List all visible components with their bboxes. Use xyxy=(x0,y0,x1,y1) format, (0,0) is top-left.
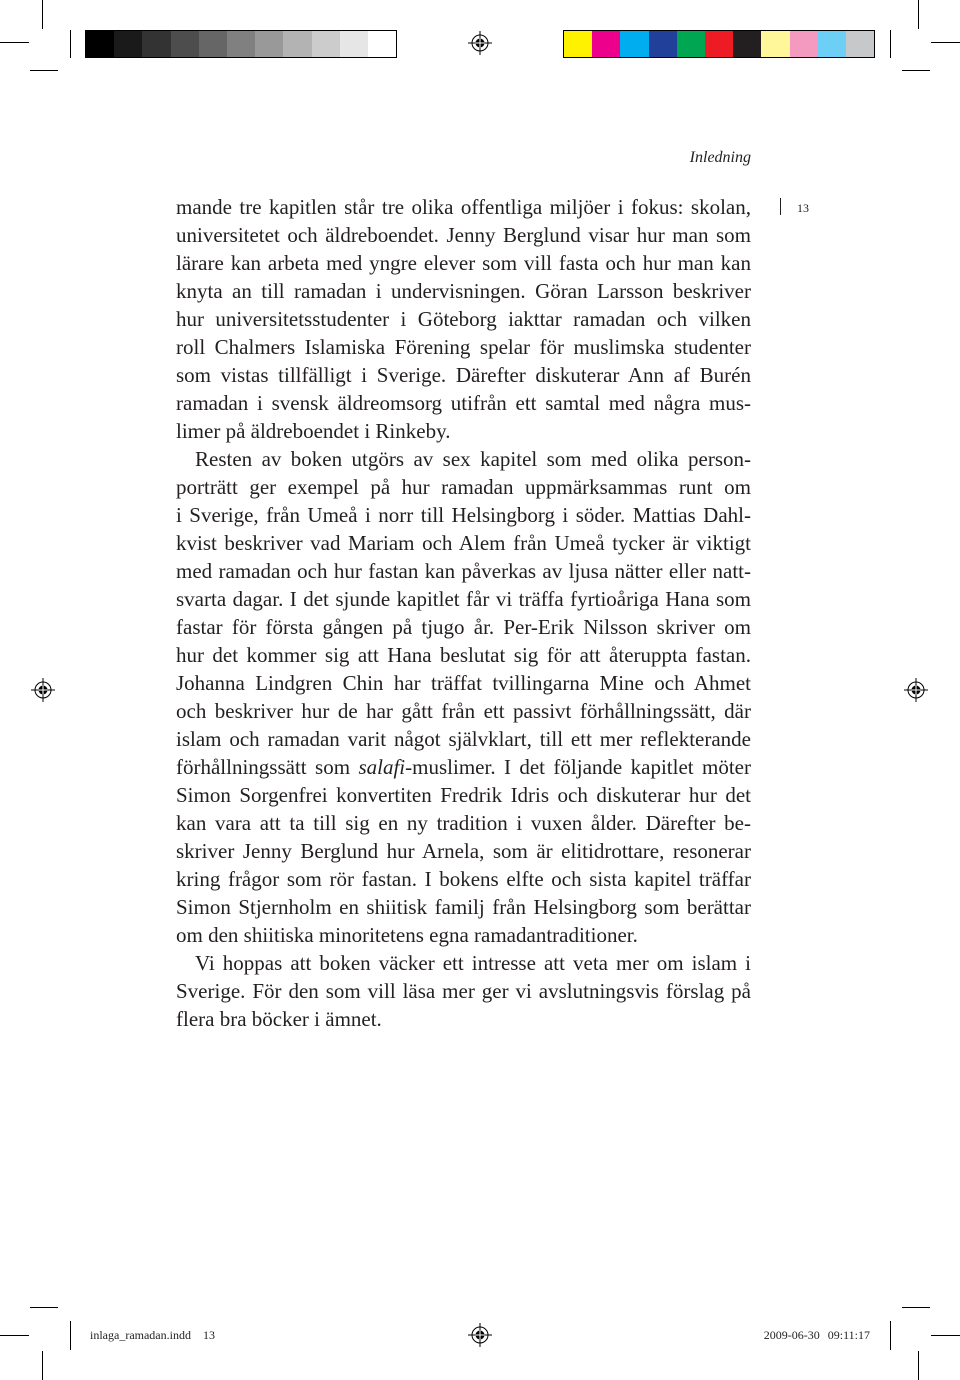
registration-mark-icon xyxy=(903,677,929,703)
color-swatch xyxy=(818,31,846,57)
color-swatch xyxy=(114,31,142,57)
text-line: som vistas tillfälligt i Sverige. Därefter diskuterar Ann af Burén xyxy=(176,363,751,387)
color-swatch xyxy=(86,31,114,57)
registration-mark-icon xyxy=(467,30,493,56)
slug-time: 09:11:17 xyxy=(827,1328,870,1342)
text-line: limer på äldreboendet i Rinkeby. xyxy=(176,419,451,443)
slug-date: 2009-06-30 xyxy=(763,1328,820,1342)
text-line: fastar för första gången på tjugo år. Per-Erik Nilsson skriver om xyxy=(176,615,751,639)
crop-mark xyxy=(931,42,960,43)
grayscale-color-bar xyxy=(85,30,397,58)
bleed-mark xyxy=(902,70,930,71)
running-head: Inledning xyxy=(689,149,751,166)
bleed-mark xyxy=(30,70,58,71)
text-line: mande tre kapitlen står tre olika offentliga miljöer i fokus: skolan, xyxy=(176,195,751,219)
registration-mark-icon xyxy=(30,677,56,703)
color-swatch xyxy=(677,31,705,57)
color-swatch xyxy=(733,31,761,57)
text-line: hur det kommer sig att Hana beslutat sig för att återuppta fastan. xyxy=(176,643,751,667)
text-line: med ramadan och hur fastan kan påverkas av ljusa nätter eller natt- xyxy=(176,559,751,583)
color-swatch xyxy=(564,31,592,57)
color-swatch xyxy=(790,31,818,57)
text-line: Johanna Lindgren Chin har träffat tvillingarna Mine och Ahmet xyxy=(176,671,751,695)
process-color-bar xyxy=(563,30,875,58)
text-line: lärare kan arbeta med yngre elever som vill fasta och hur man kan xyxy=(176,251,751,275)
paragraph xyxy=(176,445,751,949)
text-line: skriver Jenny Berglund hur Arnela, som är elitidrottare, resonerar xyxy=(176,839,751,863)
text-line: Vi hoppas att boken väcker ett intresse att veta mer om islam i xyxy=(195,951,751,975)
text-segment: -muslimer. I det följande kapitlet möter xyxy=(405,755,751,779)
text-line: Resten av boken utgörs av sex kapitel som med olika person- xyxy=(195,447,751,471)
crop-mark xyxy=(918,1351,919,1380)
bleed-mark xyxy=(902,1307,930,1308)
text-line: porträtt ger exempel på hur ramadan uppmärksammas runt om xyxy=(176,475,751,499)
text-line: Simon Sorgenfrei konvertiten Fredrik Idris och diskuterar hur det xyxy=(176,783,751,807)
text-line: Sverige. För den som vill läsa mer ger vi avslutningsvis förslag på xyxy=(176,979,751,1003)
slug-page: 13 xyxy=(202,1328,215,1342)
crop-mark xyxy=(42,0,43,29)
text-line: om den shiitiska minoritetens egna ramadantraditioner. xyxy=(176,923,638,947)
crop-mark xyxy=(931,1335,960,1336)
registration-mark-icon xyxy=(467,1322,493,1348)
color-swatch xyxy=(592,31,620,57)
text-line: roll Chalmers Islamiska Förening spelar för muslimska studenter xyxy=(176,335,751,359)
bleed-mark xyxy=(30,1307,58,1308)
text-line: islam och ramadan varit något självklart, till ett mer reflekterande xyxy=(176,727,751,751)
crop-mark xyxy=(0,42,29,43)
italic-term: salafi xyxy=(358,755,406,779)
text-line: kan vara att ta till sig en ny tradition i vuxen ålder. Därefter be- xyxy=(176,811,751,835)
color-swatch xyxy=(761,31,789,57)
color-swatch xyxy=(171,31,199,57)
color-swatch xyxy=(142,31,170,57)
bleed-mark xyxy=(890,30,891,58)
text-line: knyta an till ramadan i undervisningen. Göran Larsson beskriver xyxy=(176,279,751,303)
slug-file-info xyxy=(90,1327,215,1343)
color-swatch xyxy=(705,31,733,57)
bleed-mark xyxy=(70,1321,71,1350)
slug-file-name: inlaga_ramadan.indd xyxy=(90,1328,191,1342)
text-segment: förhållningssätt som xyxy=(176,755,359,779)
text-line: kvist beskriver vad Mariam och Alem från Umeå tycker är viktigt xyxy=(176,531,751,555)
color-swatch xyxy=(340,31,368,57)
color-swatch xyxy=(846,31,874,57)
color-swatch xyxy=(255,31,283,57)
crop-mark xyxy=(918,0,919,29)
text-line: kring frågor som rör fastan. I bokens elfte och sista kapitel träffar xyxy=(176,867,751,891)
text-line: universitetet och äldreboendet. Jenny Berglund visar hur man som xyxy=(176,223,751,247)
crop-mark xyxy=(42,1351,43,1380)
bleed-mark xyxy=(70,30,71,58)
text-line: ramadan i svensk äldreomsorg utifrån ett samtal med några mus- xyxy=(176,391,751,415)
color-swatch xyxy=(368,31,396,57)
paragraph xyxy=(176,949,751,1033)
color-swatch xyxy=(312,31,340,57)
text-line: hur universitetsstudenter i Göteborg iakttar ramadan och vilken xyxy=(176,307,751,331)
color-swatch xyxy=(620,31,648,57)
text-line: svarta dagar. I det sjunde kapitlet får vi träffa fyrtioåriga Hana som xyxy=(176,587,751,611)
paragraph xyxy=(176,193,751,445)
color-swatch xyxy=(227,31,255,57)
color-swatch xyxy=(649,31,677,57)
crop-mark xyxy=(0,1335,29,1336)
color-swatch xyxy=(199,31,227,57)
text-line: Simon Stjernholm en shiitisk familj från Helsingborg som berättar xyxy=(176,895,751,919)
color-swatch xyxy=(283,31,311,57)
body-text xyxy=(176,193,751,1033)
bleed-mark xyxy=(890,1321,891,1350)
text-line: och beskriver hur de har gått från ett passivt förhållningssätt, där xyxy=(176,699,751,723)
page-number: 13 xyxy=(797,201,809,215)
text-line: flera bra böcker i ämnet. xyxy=(176,1007,382,1031)
folio-rule xyxy=(780,198,781,215)
text-line: i Sverige, från Umeå i norr till Helsingborg i söder. Mattias Dahl- xyxy=(176,503,751,527)
slug-timestamp xyxy=(764,1327,870,1343)
text-line xyxy=(176,753,751,781)
